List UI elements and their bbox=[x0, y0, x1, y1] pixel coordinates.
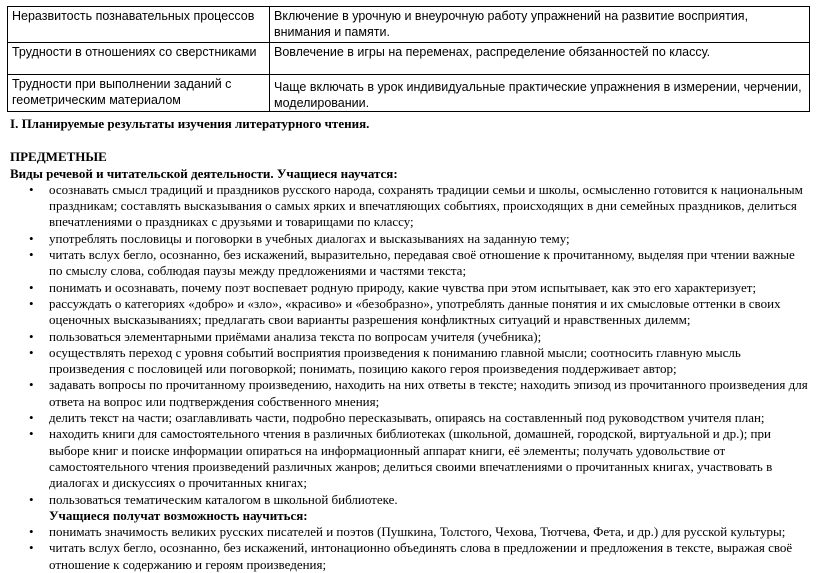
list-item: • пользоваться тематическим каталогом в школьной библиотеке. bbox=[10, 492, 810, 508]
list-item: • употреблять пословицы и поговорки в учебных диалогах и высказываниях на заданную тему; bbox=[10, 231, 810, 247]
table-row bbox=[8, 7, 810, 43]
list-item: • понимать и осознавать, почему поэт воспевает родную природу, какие чувства при этом испытывает, как это его характеризует; bbox=[10, 280, 810, 296]
remediation-table bbox=[7, 6, 810, 112]
section-title: . Планируемые результаты изучения литературного чтения. bbox=[15, 116, 370, 131]
section-heading bbox=[10, 116, 810, 132]
list-item: • пользоваться элементарными приёмами анализа текста по вопросам учителя (учебника); bbox=[10, 329, 810, 345]
measure-cell: Чаще включать в урок индивидуальные практические упражнения в измерении, черчении, моделировании. bbox=[270, 75, 810, 112]
difficulty-cell: Трудности в отношениях со сверстниками bbox=[8, 43, 270, 75]
table-row bbox=[8, 75, 810, 112]
subject-heading: ПРЕДМЕТНЫЕ bbox=[10, 149, 107, 165]
list-item: • читать вслух бегло, осознанно, без искажений, выразительно, передавая своё отношение к прочитанному, выделяя при чтении важные по смыслу слова, соблюдая паузы между предложениями и частями текста; bbox=[10, 247, 810, 280]
possibility-list bbox=[10, 524, 810, 573]
measure-cell: Включение в урочную и внеурочную работу упражнений на развитие восприятия, внимания и памяти. bbox=[270, 7, 810, 43]
section-number: I bbox=[10, 116, 16, 131]
list-item: • осуществлять переход с уровня событий восприятия произведения к пониманию главной мысли; соотносить главную мысль произведения с пословицей или поговоркой; понимать, позицию какого героя произведения поддерживает автор; bbox=[10, 345, 810, 378]
list-item: • рассуждать о категориях «добро» и «зло», «красиво» и «безобразно», употреблять данные понятия и их смысловые оттенки в своих оценочных высказываниях; предлагать свои варианты разрешения конфликтных ситуаций и нравственных дилемм; bbox=[10, 296, 810, 329]
subheading: Виды речевой и читательской деятельности. Учащиеся научатся: bbox=[10, 165, 398, 181]
list-item: • находить книги для самостоятельного чтения в различных библиотеках (школьной, домашней, городской, виртуальной и др.); при выборе книг и поиске информации опираться на информационный аппарат книги, её элементы; получать удовольствие от самостоятельного чтения произведений различных жанров; делиться своими впечатлениями о прочитанных книгах, участвовать в диалогах и дискуссиях о прочитанных книгах; bbox=[10, 426, 810, 491]
document-body bbox=[10, 116, 810, 573]
will-learn-list bbox=[10, 182, 810, 508]
list-item: • задавать вопросы по прочитанному произведению, находить на них ответы в тексте; находить эпизод из прочитанного произведения для ответа на вопрос или подтверждения собственного мнения; bbox=[10, 377, 810, 410]
possibility-heading: Учащиеся получат возможность научиться: bbox=[49, 507, 308, 523]
list-item: • делить текст на части; озаглавливать части, подробно пересказывать, опираясь на составленный под руководством учителя план; bbox=[10, 410, 810, 426]
difficulty-cell: Неразвитость познавательных процессов bbox=[8, 7, 270, 43]
difficulty-cell: Трудности при выполнении заданий с геометрическим материалом bbox=[8, 75, 270, 112]
list-item: • читать вслух бегло, осознанно, без искажений, интонационно объединять слова в предложении и предложения в тексте, выражая своё отношение к содержанию и героям произведения; bbox=[10, 540, 810, 573]
list-item: • осознавать смысл традиций и праздников русского народа, сохранять традиции семьи и школы, осмысленно готовится к национальным праздникам; составлять высказывания о самых ярких и впечатляющих событиях, происходящих в дни семейных праздников, делиться впечатлениями о праздниках с друзьями и товарищами по классу; bbox=[10, 182, 810, 231]
list-item: • понимать значимость великих русских писателей и поэтов (Пушкина, Толстого, Чехова, Тютчева, Фета, и др.) для русской культуры; bbox=[10, 524, 810, 540]
measure-cell: Вовлечение в игры на переменах, распределение обязанностей по классу. bbox=[270, 43, 810, 75]
table-row bbox=[8, 43, 810, 75]
